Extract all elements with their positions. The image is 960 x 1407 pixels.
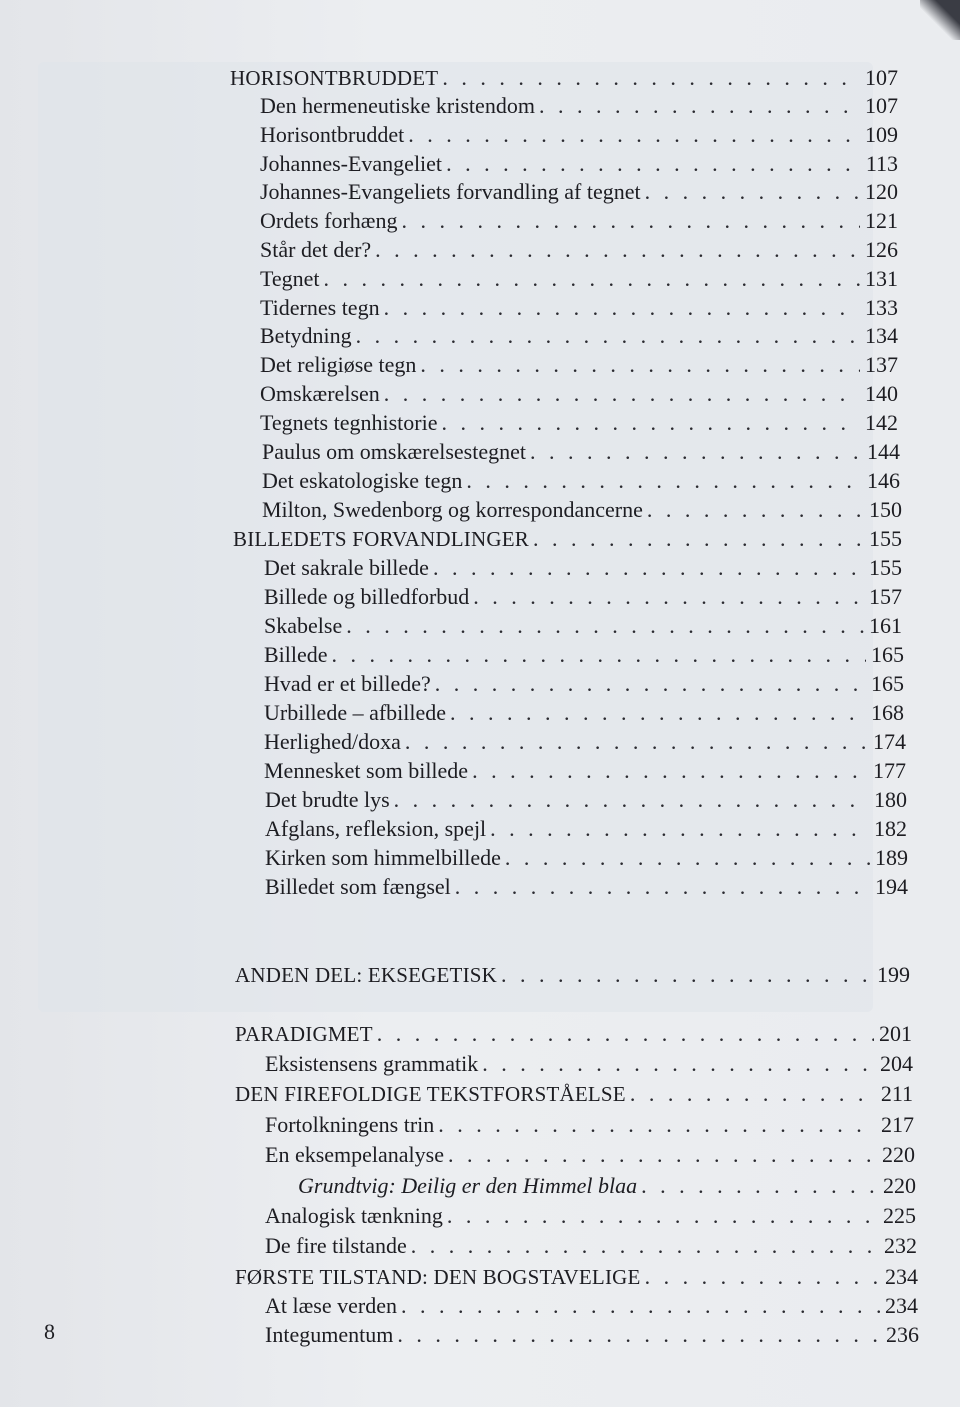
toc-entry [264, 583, 902, 611]
toc-entry-title: Analogisk tænkning [265, 1203, 443, 1228]
toc-entry-page: 236 [886, 1322, 919, 1347]
toc-entry-page: 211 [880, 1081, 913, 1106]
toc-entry [262, 467, 900, 495]
toc-entry-title: Tegnet [260, 266, 320, 291]
toc-entry-title: Hvad er et billede? [264, 671, 431, 696]
toc-leader-dots [645, 178, 860, 206]
toc-leader-dots [490, 815, 869, 843]
toc-entry [298, 1172, 916, 1200]
toc-leader-dots [446, 150, 860, 178]
toc-leader-dots [472, 757, 868, 785]
toc-leader-dots [539, 92, 860, 120]
toc-entry [264, 670, 904, 698]
toc-entry-page: 232 [884, 1233, 917, 1258]
toc-entry [264, 699, 904, 727]
toc-leader-dots [645, 1263, 880, 1291]
toc-leader-dots [411, 1232, 879, 1260]
toc-leader-dots [466, 467, 862, 495]
toc-leader-dots [447, 1202, 878, 1230]
toc-entry-page: 225 [883, 1203, 916, 1228]
toc-entry-title: PARADIGMET [235, 1022, 373, 1046]
toc-entry-title: Står det der? [260, 237, 372, 262]
toc-entry [233, 525, 902, 553]
toc-leader-dots [433, 554, 864, 582]
toc-entry-page: 107 [865, 93, 898, 118]
toc-entry [265, 1292, 918, 1320]
toc-entry-title: Urbillede – afbillede [264, 700, 447, 725]
toc-entry-title: Det brudte lys [265, 787, 390, 812]
toc-entry [260, 322, 898, 350]
toc-entry [235, 1263, 918, 1291]
toc-leader-dots [397, 1321, 881, 1349]
toc-entry-title: Grundtvig: Deilig er den Himmel blaa [298, 1173, 638, 1198]
toc-entry-page: 121 [865, 208, 898, 233]
toc-leader-dots [438, 1111, 876, 1139]
toc-entry-title: Johannes-Evangeliets forvandling af tegnet [260, 179, 641, 204]
toc-entry [262, 438, 900, 466]
toc-entry [260, 380, 898, 408]
toc-entry [265, 1202, 916, 1230]
toc-entry-title: Ordets forhæng [260, 208, 398, 233]
toc-entry-title: Fortolkningens trin [265, 1112, 435, 1137]
toc-leader-dots [442, 64, 860, 92]
toc-entry-page: 134 [865, 323, 898, 348]
toc-entry-title: At læse verden [265, 1293, 397, 1318]
toc-leader-dots [641, 1172, 878, 1200]
toc-leader-dots [375, 236, 860, 264]
toc-entry-title: Eksistensens grammatik [265, 1051, 479, 1076]
toc-entry-page: 201 [879, 1021, 912, 1046]
toc-entry [235, 961, 910, 989]
toc-entry-page: 133 [865, 295, 898, 320]
toc-entry-page: 180 [874, 787, 907, 812]
toc-entry [264, 612, 902, 640]
toc-leader-dots [401, 1292, 880, 1320]
toc-leader-dots [405, 728, 868, 756]
toc-entry-title: Billedet som fængsel [265, 874, 451, 899]
toc-entry-page: 131 [865, 266, 898, 291]
toc-entry-page: 126 [865, 237, 898, 262]
toc-entry [260, 236, 898, 264]
toc-leader-dots [356, 322, 860, 350]
toc-entry [260, 351, 898, 379]
toc-entry-title: Mennesket som billede [264, 758, 469, 783]
toc-entry-page: 182 [874, 816, 907, 841]
toc-entry [260, 265, 898, 293]
toc-leader-dots [533, 525, 864, 553]
toc-entry-page: 234 [885, 1293, 918, 1318]
toc-entry [265, 815, 907, 843]
toc-entry-page: 168 [871, 700, 904, 725]
toc-entry-title: Integumentum [265, 1322, 394, 1347]
toc-entry-page: 109 [865, 122, 898, 147]
toc-entry-title: Kirken som himmelbillede [265, 845, 501, 870]
toc-entry-page: 107 [865, 65, 898, 90]
toc-entry-page: 194 [875, 874, 908, 899]
toc-leader-dots [530, 438, 862, 466]
toc-entry-page: 204 [880, 1051, 913, 1076]
toc-leader-dots [448, 1141, 877, 1169]
toc-entry-title: Billede [264, 642, 328, 667]
toc-entry [260, 207, 898, 235]
toc-entry-page: 150 [869, 497, 902, 522]
toc-entry-page: 146 [867, 468, 900, 493]
toc-entry-page: 137 [865, 352, 898, 377]
toc-entry-page: 140 [865, 381, 898, 406]
toc-leader-dots [630, 1080, 875, 1108]
toc-leader-dots [401, 207, 860, 235]
toc-entry [262, 496, 902, 524]
toc-entry [265, 873, 908, 901]
toc-entry-title: En eksempelanalyse [265, 1142, 444, 1167]
toc-leader-dots [324, 265, 860, 293]
toc-entry [264, 641, 904, 669]
toc-entry-title: ANDEN DEL: EKSEGETISK [235, 963, 498, 987]
toc-leader-dots [441, 409, 860, 437]
toc-entry-title: Den hermeneutiske kristendom [260, 93, 535, 118]
toc-entry-page: 120 [865, 179, 898, 204]
toc-entry-page: 157 [869, 584, 902, 609]
toc-entry-title: FØRSTE TILSTAND: DEN BOGSTAVELIGE [235, 1265, 641, 1289]
toc-entry [265, 1321, 919, 1349]
toc-entry-title: Tidernes tegn [260, 295, 380, 320]
toc-leader-dots [346, 612, 864, 640]
toc-leader-dots [384, 380, 860, 408]
toc-entry [260, 409, 898, 437]
toc-entry-title: Horisontbruddet [260, 122, 405, 147]
toc-entry-title: BILLEDETS FORVANDLINGER [233, 527, 529, 551]
toc-entry-page: 177 [873, 758, 906, 783]
toc-entry-page: 220 [883, 1173, 916, 1198]
toc-entry [235, 1080, 913, 1108]
toc-leader-dots [473, 583, 864, 611]
toc-entry [260, 121, 898, 149]
toc-entry-page: 220 [882, 1142, 915, 1167]
toc-entry-page: 144 [867, 439, 900, 464]
toc-entry-page: 174 [873, 729, 906, 754]
toc-entry-page: 113 [865, 151, 898, 176]
toc-entry-page: 199 [877, 962, 910, 987]
toc-entry [265, 1111, 914, 1139]
toc-entry [265, 1050, 913, 1078]
toc-leader-dots [450, 699, 866, 727]
toc-entry-title: Johannes-Evangeliet [260, 151, 443, 176]
page-number: 8 [44, 1319, 55, 1344]
toc-entry [235, 1020, 912, 1048]
toc-entry-title: Herlighed/doxa [264, 729, 401, 754]
toc-entry-page: 161 [869, 613, 902, 638]
toc-leader-dots [332, 641, 866, 669]
toc-leader-dots [394, 786, 869, 814]
toc-entry [265, 786, 907, 814]
toc-entry-title: DEN FIREFOLDIGE TEKSTFORSTÅELSE [235, 1082, 626, 1106]
toc-entry [260, 150, 898, 178]
toc-entry [260, 294, 898, 322]
toc-entry-title: HORISONTBRUDDET [230, 66, 439, 90]
toc-entry-title: Det religiøse tegn [260, 352, 417, 377]
toc-entry-page: 189 [875, 845, 908, 870]
toc-entry [230, 64, 898, 92]
toc-leader-dots [408, 121, 860, 149]
toc-entry-page: 217 [881, 1112, 914, 1137]
toc-entry-page: 142 [865, 410, 898, 435]
toc-entry [260, 178, 898, 206]
toc-entry-title: Tegnets tegnhistorie [260, 410, 438, 435]
toc-entry-title: Afglans, refleksion, spejl [265, 816, 487, 841]
toc-entry [260, 92, 898, 120]
toc-leader-dots [384, 294, 860, 322]
toc-entry [264, 554, 902, 582]
toc-entry-title: Billede og billedforbud [264, 584, 470, 609]
toc-entry-page: 234 [885, 1264, 918, 1289]
toc-entry [265, 1141, 915, 1169]
toc-entry-title: Milton, Swedenborg og korrespondancerne [262, 497, 643, 522]
toc-entry-title: De fire tilstande [265, 1233, 407, 1258]
toc-leader-dots [501, 961, 872, 989]
toc-entry-title: Betydning [260, 323, 352, 348]
toc-entry [264, 728, 906, 756]
toc-entry [265, 844, 908, 872]
toc-entry-page: 165 [871, 642, 904, 667]
toc-entry-title: Skabelse [264, 613, 343, 638]
toc-entry [265, 1232, 917, 1260]
toc-leader-dots [482, 1050, 875, 1078]
toc-leader-dots [420, 351, 860, 379]
toc-entry-title: Det sakrale billede [264, 555, 429, 580]
toc-leader-dots [647, 496, 864, 524]
toc-entry-title: Paulus om omskærelsestegnet [262, 439, 526, 464]
toc-leader-dots [377, 1020, 874, 1048]
toc-entry-title: Omskærelsen [260, 381, 380, 406]
toc-entry [264, 757, 906, 785]
toc-entry-title: Det eskatologiske tegn [262, 468, 463, 493]
toc-entry-page: 155 [869, 555, 902, 580]
toc-leader-dots [505, 844, 870, 872]
toc-entry-page: 165 [871, 671, 904, 696]
toc-entry-page: 155 [869, 526, 902, 551]
toc-leader-dots [435, 670, 866, 698]
toc-leader-dots [455, 873, 870, 901]
